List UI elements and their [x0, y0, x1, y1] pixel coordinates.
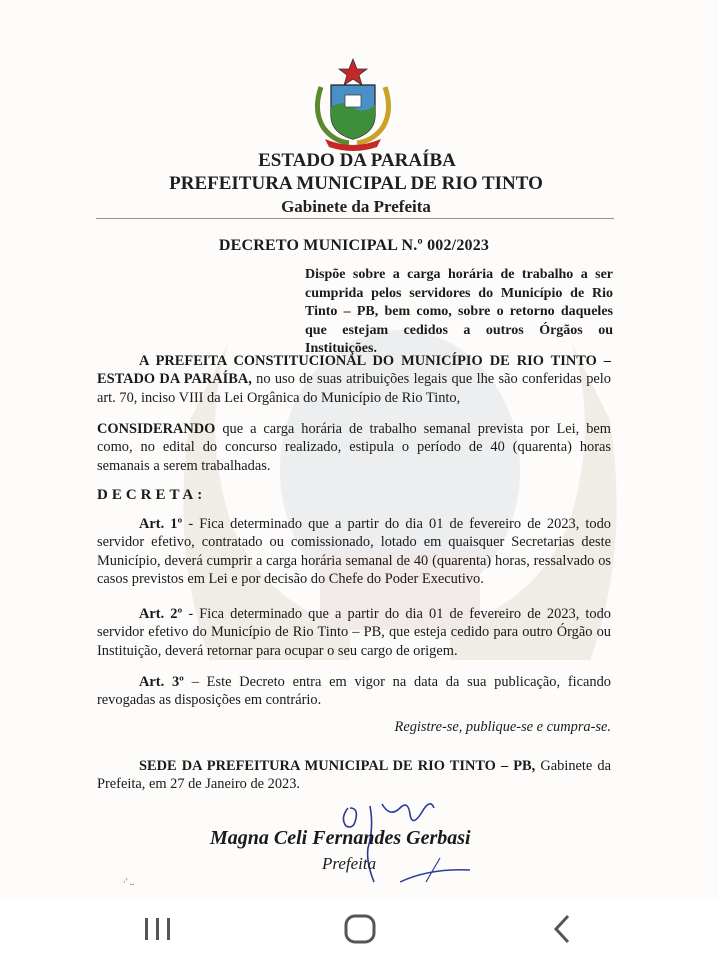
preamble-lead: A PREFEITA CONSTITUCIONAL DO MUNICÍPIO DE RIO TINTO – ESTADO DA PARAÍBA, [97, 353, 611, 388]
preamble-paragraph [97, 352, 611, 407]
decree-ementa: Dispõe sobre a carga horária de trabalho a ser cumprida pelos servidores do Município de Rio Tinto – PB, bem como, sobre o retorno daqueles que estejam cedidos a outros Órgãos ou Instituições. [305, 267, 613, 356]
article-2 [97, 605, 611, 660]
signer-name: Magna Celi Fernandes Gerbasi [210, 827, 471, 849]
article-2-text: - Fica determinado que a partir do dia 01 de fevereiro de 2023, todo servidor efetivo do Município de Rio Tinto – PB, que esteja cedido para outro Órgão ou Instituição, deverá retornar para ocupar o seu cargo de origem. [97, 606, 612, 659]
closing-formula: Registre-se, publique-se e cumpra-se. [394, 719, 611, 735]
preamble-text: no uso de suas atribuições legais que lhe são conferidas pelo art. 70, inciso VIII da Lei Orgânica do Município de Rio Tinto, [97, 371, 611, 406]
considerando-text: que a carga horária de trabalho semanal prevista por Lei, bem como, no edital do concurso realizado, estipula o período de 40 (quarenta) horas semanais a serem trabalhadas. [97, 421, 611, 474]
article-1-text: - Fica determinado que a partir do dia 01 de fevereiro de 2023, todo servidor efetivo, contratado ou comissionado, lotado em quaisquer Secretarias deste Município, deverá cumprir a carga horária semanal de 40 (quarenta) horas, ressalvado os casos previstos em Lei e por decisão do Chefe do Poder Executivo. [97, 516, 612, 587]
seat-text: Gabinete da Prefeita, em 27 de Janeiro de 2023. [97, 758, 611, 793]
considerando-paragraph [97, 420, 611, 475]
prefecture-heading: PREFEITURA MUNICIPAL DE RIO TINTO [169, 173, 543, 194]
signer-role: Prefeita [322, 854, 377, 873]
decree-title: DECRETO MUNICIPAL N.º 002/2023 [218, 237, 490, 254]
back-icon[interactable] [532, 908, 592, 950]
decreta-heading: DECRETA: [97, 487, 207, 503]
article-3-label: Art. 3º [139, 674, 184, 690]
header-divider [96, 218, 614, 219]
article-1-label: Art. 1º [139, 516, 183, 532]
office-heading: Gabinete da Prefeita [281, 197, 431, 216]
article-1 [97, 515, 611, 588]
coat-of-arms-logo [305, 55, 401, 151]
article-3-text: – Este Decreto entra em vigor na data da sua publicação, ficando revogadas as disposições em contrário. [97, 674, 611, 709]
state-heading: ESTADO DA PARAÍBA [258, 150, 456, 171]
scan-specks: ·' .. [123, 877, 135, 887]
article-3 [97, 673, 611, 710]
considerando-lead: CONSIDERANDO [97, 421, 216, 437]
seat-lead: SEDE DA PREFEITURA MUNICIPAL DE RIO TINTO – PB, [139, 758, 536, 774]
recent-apps-icon[interactable] [128, 908, 188, 950]
home-icon[interactable] [330, 908, 390, 950]
article-2-label: Art. 2º [139, 606, 183, 622]
